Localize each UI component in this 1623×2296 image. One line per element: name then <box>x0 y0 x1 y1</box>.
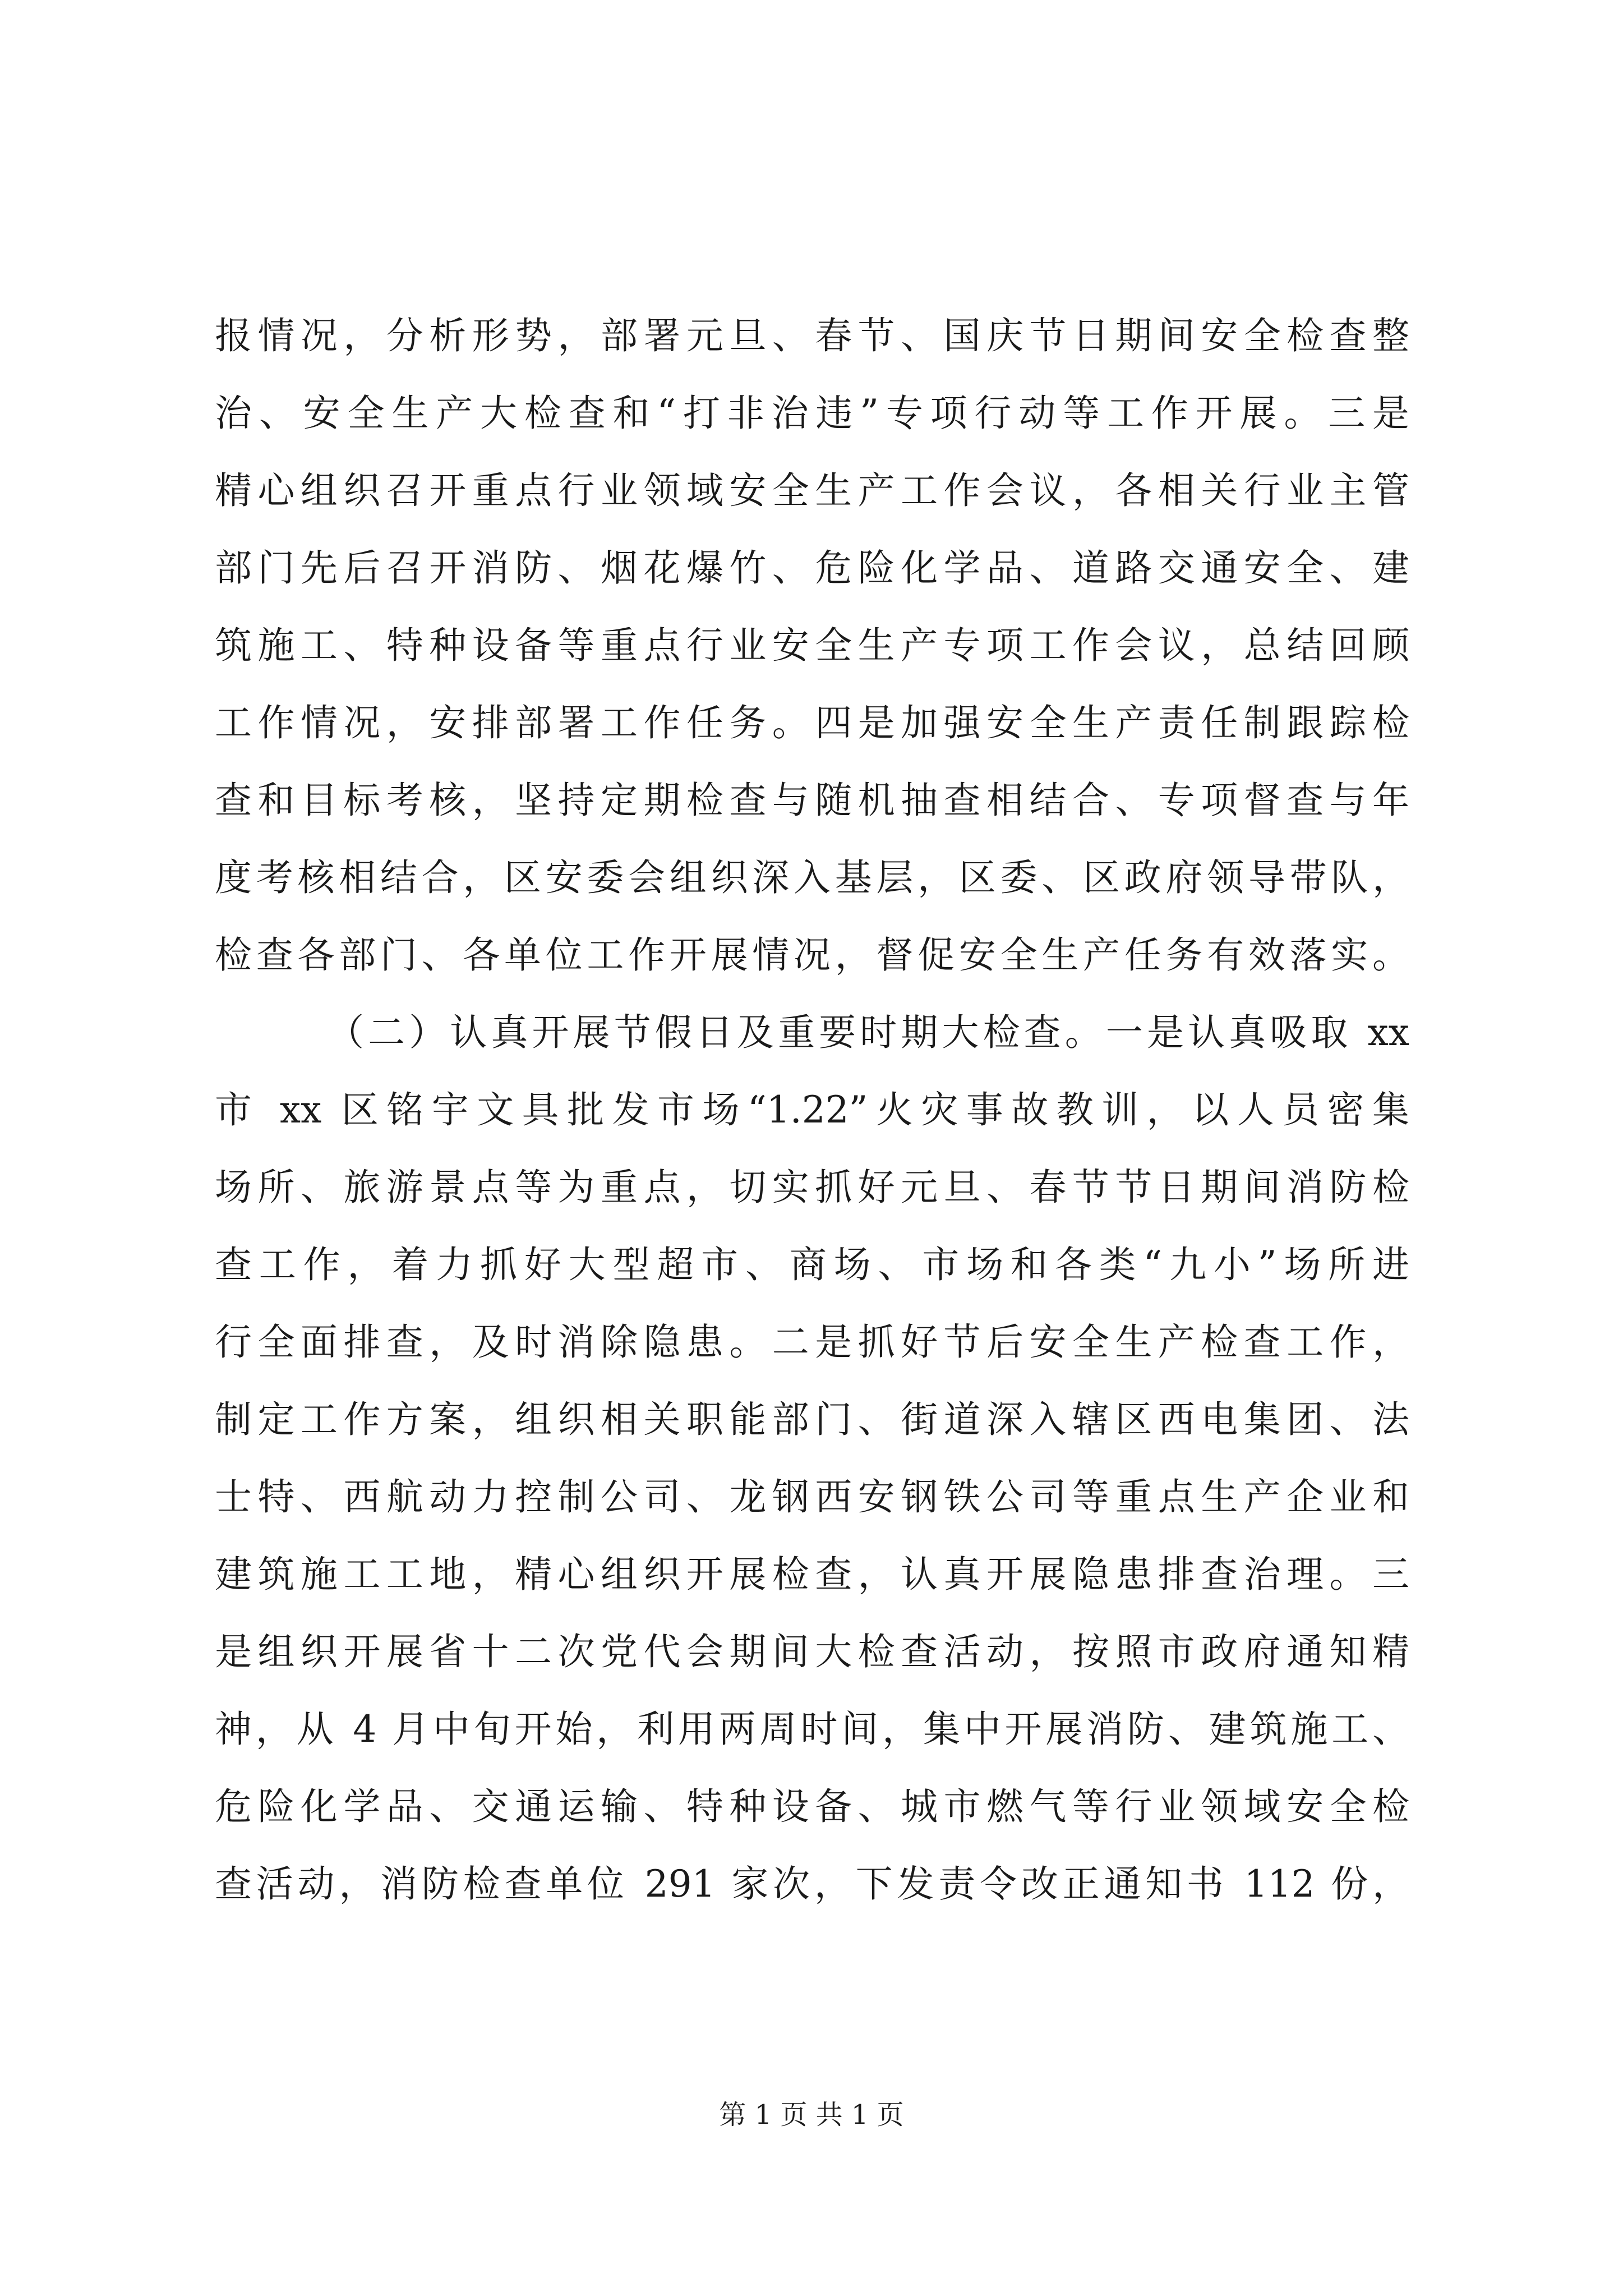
page-number-footer: 第 1 页 共 1 页 <box>719 2099 904 2131</box>
text-line: 神，从 4 月中旬开始，利用两周时间，集中开展消防、建筑施工、 <box>215 1708 1409 1751</box>
text-line: 检查各部门、各单位工作开展情况，督促安全生产任务有效落实。 <box>215 933 1409 977</box>
text-line: 士特、西航动力控制公司、龙钢西安钢铁公司等重点生产企业和 <box>215 1475 1409 1519</box>
text-line: 精心组织召开重点行业领域安全生产工作会议，各相关行业主管 <box>215 469 1409 512</box>
text-line: 查工作，着力抓好大型超市、商场、市场和各类“九小”场所进 <box>215 1243 1409 1286</box>
text-line: 查和目标考核，坚持定期检查与随机抽查相结合、专项督查与年 <box>215 779 1409 822</box>
text-line: 制定工作方案，组织相关职能部门、街道深入辖区西电集团、法 <box>215 1398 1409 1441</box>
text-line: 筑施工、特种设备等重点行业安全生产专项工作会议，总结回顾 <box>215 624 1409 667</box>
body-text <box>215 297 1409 1923</box>
text-line: 行全面排查，及时消除隐患。二是抓好节后安全生产检查工作， <box>215 1320 1409 1364</box>
text-line: 场所、旅游景点等为重点，切实抓好元旦、春节节日期间消防检 <box>215 1166 1409 1209</box>
text-line: 查活动，消防检查单位 291 家次，下发责令改正通知书 112 份， <box>215 1862 1409 1906</box>
text-line: 是组织开展省十二次党代会期间大检查活动，按照市政府通知精 <box>215 1630 1409 1673</box>
text-line: 工作情况，安排部署工作任务。四是加强安全生产责任制跟踪检 <box>215 701 1409 744</box>
text-line: 报情况，分析形势，部署元旦、春节、国庆节日期间安全检查整 <box>215 314 1409 357</box>
text-line: 市 xx 区铭宇文具批发市场“1.22”火灾事故教训，以人员密集 <box>215 1088 1409 1131</box>
text-line: 治、安全生产大检查和“打非治违”专项行动等工作开展。三是 <box>215 392 1409 435</box>
text-line: 度考核相结合，区安委会组织深入基层，区委、区政府领导带队， <box>215 856 1409 899</box>
text-line: 建筑施工工地，精心组织开展检查，认真开展隐患排查治理。三 <box>215 1553 1409 1596</box>
section-heading-line: （二）认真开展节假日及重要时期大检查。一是认真吸取 xx <box>327 1011 1409 1054</box>
text-line: 部门先后召开消防、烟花爆竹、危险化学品、道路交通安全、建 <box>215 546 1409 590</box>
text-line: 危险化学品、交通运输、特种设备、城市燃气等行业领域安全检 <box>215 1785 1409 1828</box>
